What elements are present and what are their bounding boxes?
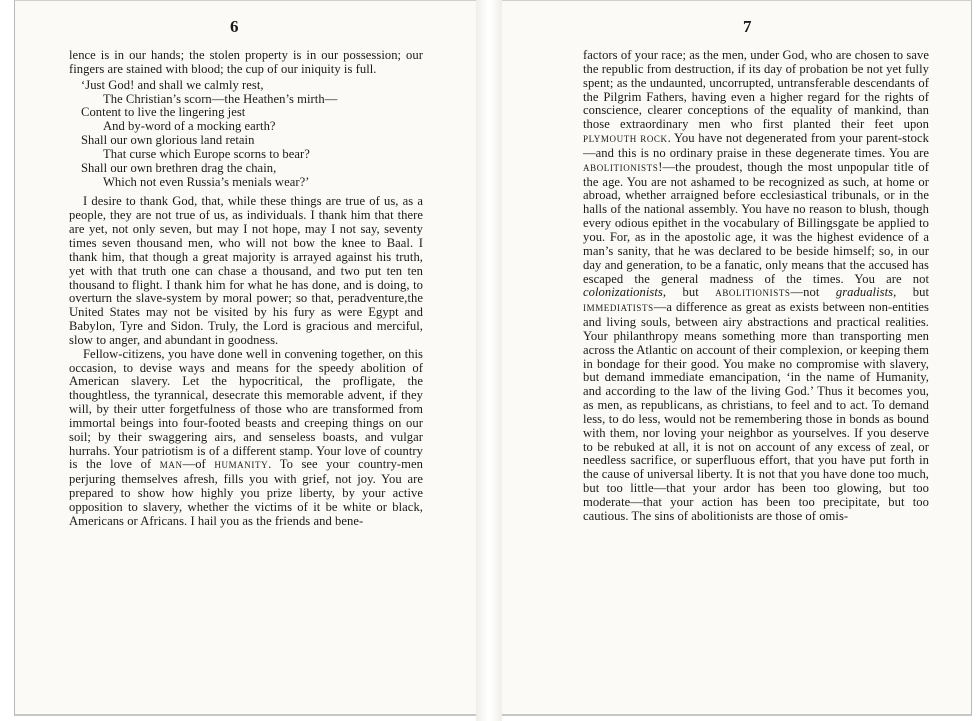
small-caps-abolitionists-2: ABOLITIONISTS — [715, 288, 791, 299]
poem-line: That curse which Europe scorns to bear? — [103, 146, 310, 161]
poem-line: Shall our own glorious land retain — [81, 133, 255, 148]
book-gutter — [476, 0, 502, 721]
paragraph-continued: factors of your race; as the men, under God, who are chosen to save the republic from destruction, if its day of probation be not yet fully spent; as the undaunted, uncorrupted, untransferable descendants of the Pilgrim Fathers, having even a higher regard for the rights of conscience, clearer conceptions of the equality of mankind, than those extraordinary men who first planted their feet upon PLYMOUTH ROCK. You have not degenerated from your parent-stock—and this is no ordinary praise in these degenerate times. You are ABOLITIONISTS!—the proudest, though the most unpopular title of the age. You are not ashamed to be recognized as such, at home or abroad, whether arraigned before ecclesiastical tribunals, or in the halls of the national assembly. You have no reason to blush, though every odious epithet in the vocabulary of Billingsgate be applied to you. For, as in the apostolic age, it was the highest evidence of a man’s sanity, that he was declared to be beside himself; so, in our day and generation, to be a fanatic, only means that the accused has escaped the general madness of the times. You are not colonizationists, but ABOLITIONISTS—not gradualists, but IMMEDIATISTS—a difference as great as exists between non-entities and living souls, between airy abstractions and practical realities. Your philanthropy means something more than transporting men across the Atlantic on account of their complexion, or keeping them in bondage for their good. You make no compromise with slavery, but demand immediate emancipation, ‘in the name of Humanity, and according to the law of the living God.’ Thus it becomes you, as men, as republicans, as christians, to feel and to act. To demand less, to do less, would not be remembering those in bonds as bound with them, nor loving your neighbor as yourselves. If you deserve to be rebuked at all, it is not on account of any excess of zeal, or needless sacrifice, or superfluous effort, that you have put forth in the cause of universal liberty. It is not that you have done too much, but too little—that your ardor has been too glowing, but too moderate—that your action has been too precipitate, but too cautious. The sins of abolitionists are those of omis- — [583, 48, 930, 523]
poem-line: Which not even Russia’s menials wear?’ — [103, 174, 310, 189]
poem-line: The Christian’s scorn—the Heathen’s mirth— — [103, 91, 338, 106]
italic-gradualists: gradualists — [835, 285, 894, 300]
right-page — [502, 0, 972, 716]
italic-colonizationists: colonizationists — [583, 285, 663, 300]
left-text-column — [69, 49, 423, 529]
poem-line: ‘Just God! and shall we calmly rest, — [81, 77, 264, 92]
poem-line: And by-word of a mocking earth? — [103, 119, 276, 134]
poem-line: Shall our own brethren drag the chain, — [81, 160, 277, 175]
page-number-left: 6 — [230, 17, 239, 36]
intro-paragraph: lence is in our hands; the stolen property is in our possession; our fingers are stained with blood; the cup of our iniquity is full. — [69, 48, 423, 76]
page-number-right: 7 — [743, 17, 752, 36]
paragraph-fellow-citizens: Fellow-citizens, you have done well in convening together, on this occasion, to devise ways and means for the speedy abolition of American slavery. Let the hypocritical, the profligate, the thoughtless, the tyrannical, desecrate this memorable advent, if they will, by their utter forgetfulness of those who are transformed from immortal beings into four-footed beasts and creeping things on our soil; by their swaggering airs, and senseless boasts, and vulgar hurrahs. Your patriotism is of a different stamp. Your love of country is the love of MAN—of HUMANITY. To see your country-men perjuring themselves afresh, fills you with grief, not joy. You are prepared to show how highly you prize liberty, by your active opposition to slavery, whether the victims of it be white or black, Americans or Africans. I hail you as the friends and bene- — [69, 346, 423, 528]
small-caps-immediatists: IMMEDIATISTS — [583, 303, 654, 314]
left-page — [14, 0, 476, 716]
small-caps-plymouth-rock: PLYMOUTH ROCK — [583, 134, 668, 145]
poem-line: Content to live the lingering jest — [81, 105, 246, 120]
small-caps-humanity: HUMANITY — [214, 460, 269, 471]
paragraph-thanks: I desire to thank God, that, while these things are true of us, as a people, they are not true of us, as individuals. I thank him that there are yet, not only seven, but may I not hope, may I not say, seventy times seven thousand men, who will not bow the knee to Baal. I thank him, that though a great majority is arrayed against his truth, yet with that truth one can chase a thousand, and two put ten ten thousand to flight. I thank him for what he has done, and is doing, to overturn the slave-system by moral power; so that, peradventure,the United States may not be visited by his fury as were Egypt and Babylon, Tyre and Sidon. Truly, the Lord is gracious and merciful, slow to anger, and abundant in goodness. — [69, 194, 423, 347]
small-caps-abolitionists: ABOLITIONISTS — [583, 162, 659, 173]
right-text-column — [583, 49, 929, 524]
small-caps-man: MAN — [159, 460, 183, 471]
poem-stanza — [69, 79, 423, 190]
